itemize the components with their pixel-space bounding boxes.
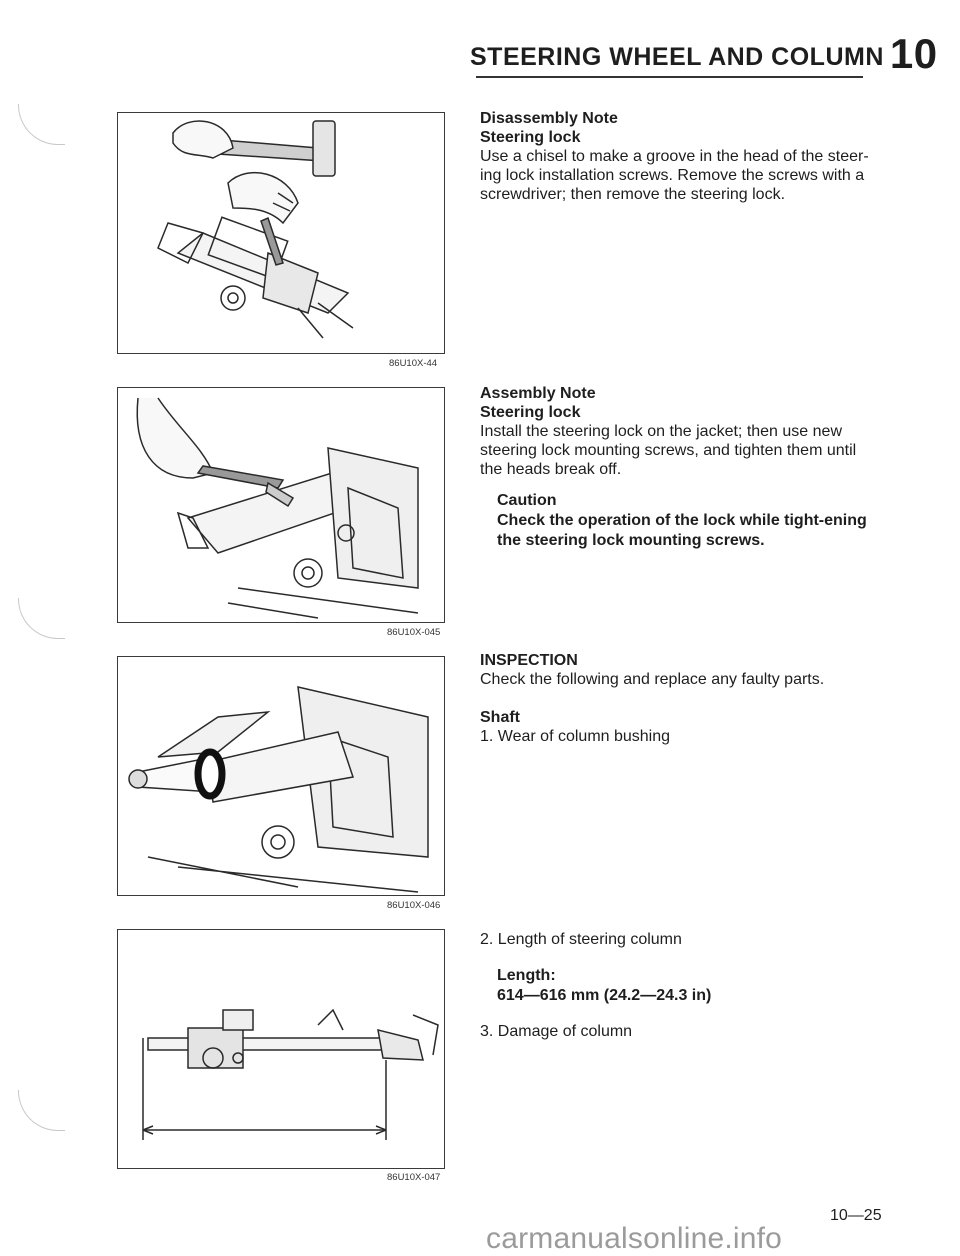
inspection-intro: Check the following and replace any faulty parts. [480,671,825,688]
inspection-item-2-block [480,930,875,949]
illustration-hammer-chisel [118,113,445,354]
figure-chisel-steering-lock [117,112,445,354]
figure-column-bushing [117,656,445,896]
figure-column-length [117,929,445,1169]
illustration-column-bushing [118,657,445,896]
inspection-item-3: 3. Damage of column [480,1023,633,1040]
figure-code: 86U10X-44 [389,358,438,369]
shaft-section [480,708,875,746]
binding-mark [18,104,65,145]
length-spec [497,966,877,1006]
assembly-note [480,384,875,479]
length-label: Length: [497,967,556,984]
disassembly-subheading: Steering lock [480,129,581,146]
inspection-item-2: 2. Length of steering column [480,931,682,948]
disassembly-text: Use a chisel to make a groove in the head of the steer-ing lock installation screws. Remove the screws with a screwdriver; then remove the steering lock. [480,148,869,203]
header-rule [476,76,863,78]
figure-install-steering-lock [117,387,445,623]
chapter-number: 10 [889,30,938,77]
caution-box [497,491,877,551]
length-value: 614—616 mm (24.2—24.3 in) [497,987,712,1004]
watermark: carmanualsonline.info [486,1222,783,1255]
inspection-section [480,651,875,689]
section-title: STEERING WHEEL AND COLUMN [470,43,884,71]
figure-code: 86U10X-047 [387,1172,441,1183]
illustration-wrench-install [118,388,445,623]
shaft-heading: Shaft [480,709,520,726]
assembly-heading: Assembly Note [480,385,596,402]
binding-mark [18,598,65,639]
page-header-title [470,30,938,78]
assembly-subheading: Steering lock [480,404,581,421]
inspection-item-1: 1. Wear of column bushing [480,728,671,745]
caution-title: Caution [497,492,557,509]
figure-code: 86U10X-045 [387,627,441,638]
binding-mark [18,1090,65,1131]
page-number: 10—25 [830,1207,882,1224]
assembly-text: Install the steering lock on the jacket; then use new steering lock mounting screws, and tighten them until the heads break off. [480,423,857,478]
disassembly-heading: Disassembly Note [480,110,618,127]
caution-text: Check the operation of the lock while tight-ening the steering lock mounting screws. [497,512,867,549]
figure-code: 86U10X-046 [387,900,441,911]
inspection-heading: INSPECTION [480,652,578,669]
illustration-column-length [118,930,445,1169]
disassembly-note [480,109,875,204]
inspection-item-3-block [480,1022,875,1041]
